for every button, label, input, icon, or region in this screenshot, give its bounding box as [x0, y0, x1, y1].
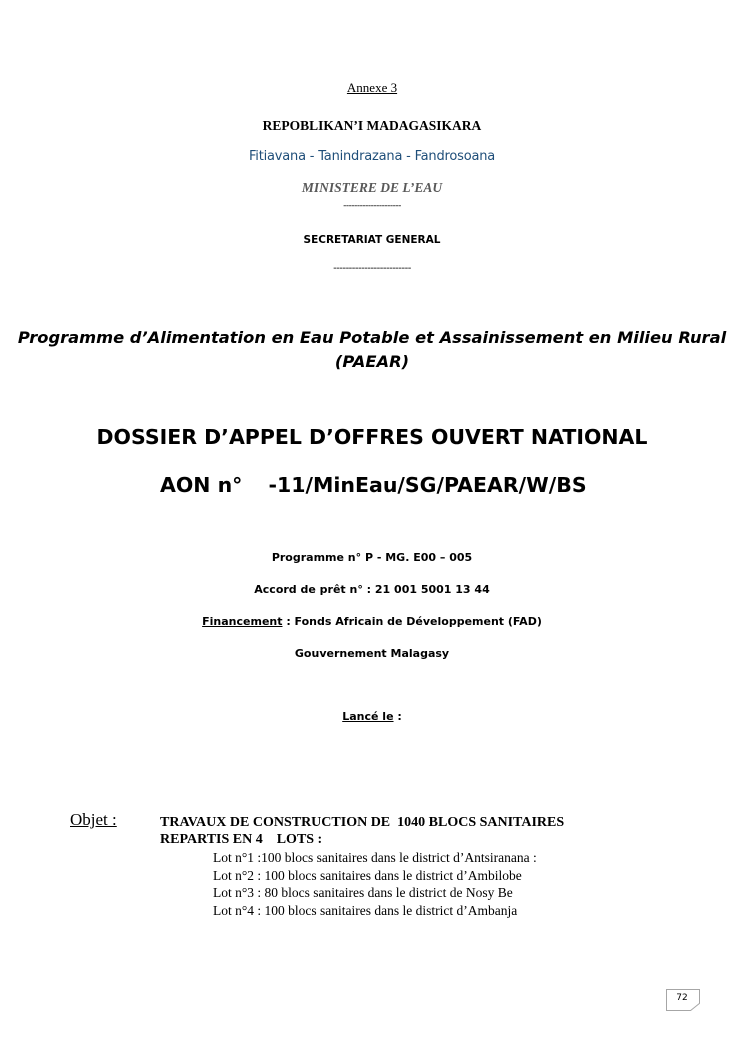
annex-text: Annexe 3 [346, 80, 398, 95]
launch-date [0, 710, 744, 723]
objet-title-line-2: REPARTIS EN 4 LOTS : [160, 832, 323, 847]
financing [0, 615, 744, 628]
national-motto: Fitiavana - Tanindrazana - Fandrosoana [248, 149, 496, 164]
lot-item: Lot n°3 : 80 blocs sanitaires dans le district de Nosy Be [213, 885, 513, 900]
dossier-title: DOSSIER D’APPEL D’OFFRES OUVERT NATIONAL [96, 425, 648, 449]
separator-line-2: ------------------------- [333, 263, 411, 274]
objet-title-line-1: TRAVAUX DE CONSTRUCTION DE 1040 BLOCS SANITAIRES [160, 815, 565, 830]
loan-agreement: Accord de prêt n° : 21 001 5001 13 44 [254, 583, 490, 596]
republic-name: REPOBLIKAN’I MADAGASIKARA [262, 118, 482, 133]
secretariat-name: SECRETARIAT GENERAL [303, 234, 441, 246]
lots-list [213, 849, 537, 919]
launch-label: Lancé le [342, 710, 394, 723]
financing-label: Financement [202, 615, 283, 628]
lot-item: Lot n°1 :100 blocs sanitaires dans le district d’Antsiranana : [213, 850, 537, 865]
aon-ref: -11/MinEau/SG/PAEAR/W/BS [268, 473, 587, 497]
programme-number: Programme n° P - MG. E00 – 005 [271, 551, 473, 564]
financing-value: : Fonds Africain de Développement (FAD) [282, 615, 542, 628]
launch-suffix: : [393, 710, 402, 723]
separator-line-1: --------------------- [343, 201, 401, 211]
aon-reference [160, 473, 587, 497]
page-corner-fold-icon [690, 1003, 700, 1011]
annex-label [0, 80, 744, 96]
lot-item: Lot n°2 : 100 blocs sanitaires dans le district d’Ambilobe [213, 867, 522, 883]
objet-label: Objet : [70, 810, 117, 829]
page-number-box [666, 989, 700, 1011]
aon-prefix: AON n° [160, 473, 243, 497]
ministry-name: MINISTERE DE L’EAU [301, 180, 443, 195]
page-number: 72 [676, 993, 688, 1003]
government: Gouvernement Malagasy [294, 647, 450, 660]
lot-item: Lot n°4 : 100 blocs sanitaires dans le district d’Ambanja [213, 902, 518, 918]
objet-title [160, 814, 564, 848]
programme-title: Programme d’Alimentation en Eau Potable et Assainissement en Milieu Rural (PAEAR) [17, 328, 727, 371]
